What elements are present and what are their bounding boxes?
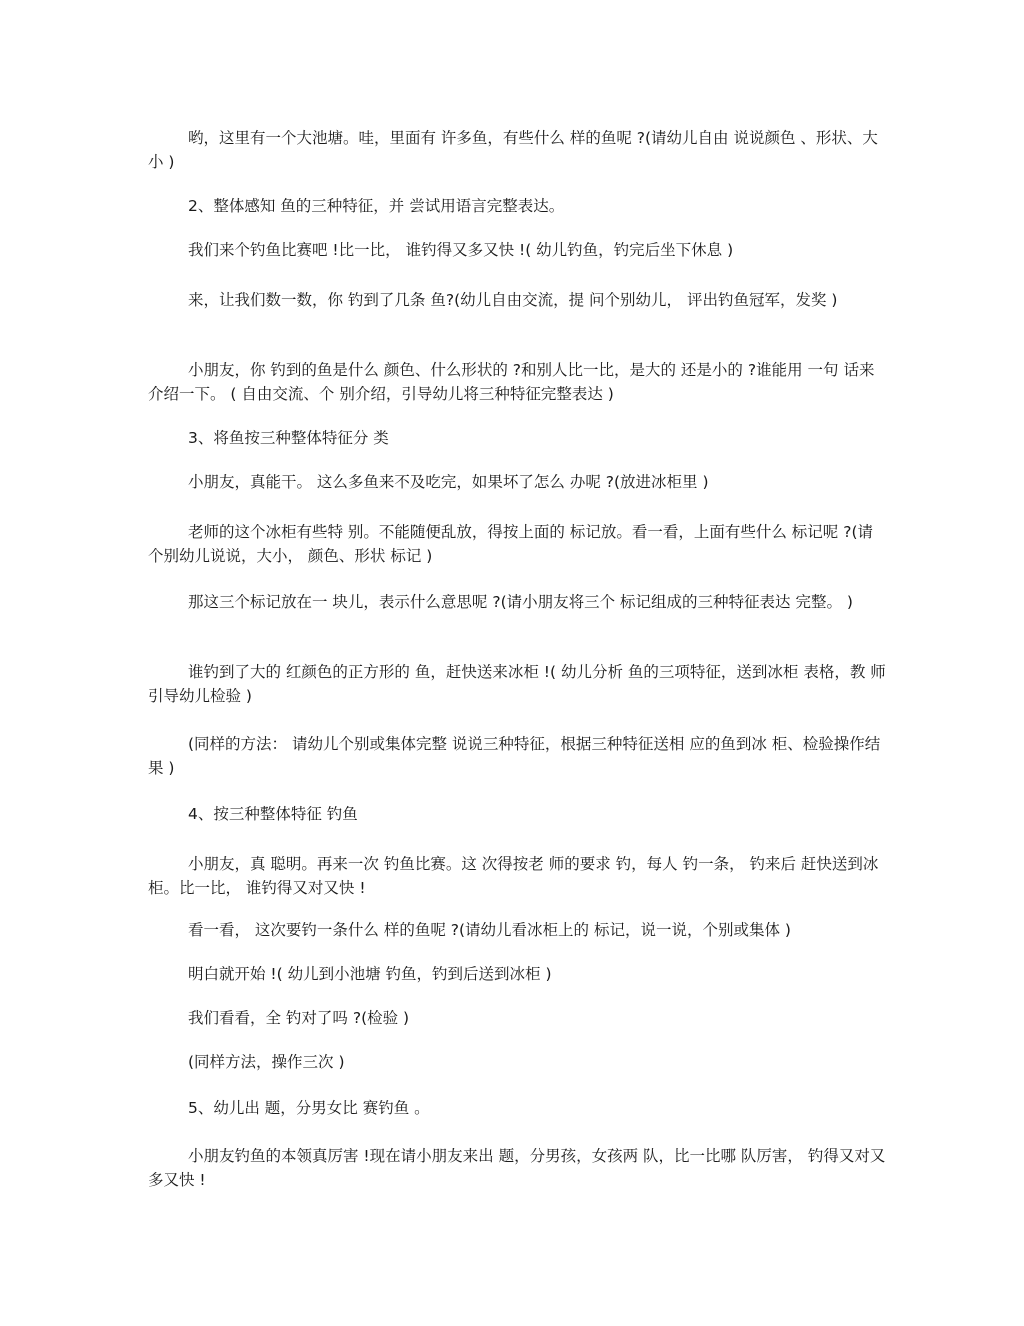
paragraph-red-square-fish: 谁钓到了大的 红颜色的正方形的 鱼，赶快送来冰柜 !( 幼儿分析 鱼的三项特征，送到冰柜 表格，教 师引导幼儿检验 ) — [148, 663, 886, 705]
paragraph-describe-fish: 小朋友，你 钓到的鱼是什么 颜色、什么形状的 ?和别人比一比，是大的 还是小的 ?谁能用 一句 话来介绍一下。 ( 自由交流、个 别介绍，引导幼儿将三种特征完整表达 ) — [148, 361, 875, 403]
paragraph-check: 我们看看，全 钓对了吗 ?(检验 ) — [188, 1009, 410, 1027]
paragraph-count-fish: 来，让我们数一数，你 钓到了几条 鱼?(幼儿自由交流，提 问个别幼儿， 评出钓鱼冠军，发奖 ) — [188, 291, 838, 309]
paragraph-freezer: 小朋友，真能干。 这么多鱼来不及吃完，如果坏了怎么 办呢 ?(放进冰柜里 ) — [188, 473, 709, 491]
paragraph-start-fishing: 明白就开始 !( 幼儿到小池塘 钓鱼，钓到后送到冰柜 ) — [188, 965, 552, 983]
paragraph-same-method: (同样的方法： 请幼儿个别或集体完整 说说三种特征，根据三种特征送相 应的鱼到冰 柜、检验操作结果 ) — [148, 735, 881, 777]
heading-step-3: 3、将鱼按三种整体特征分 类 — [188, 429, 389, 447]
heading-step-5: 5、幼儿出 题，分男女比 赛钓鱼 。 — [188, 1099, 430, 1117]
paragraph-repeat-three: (同样方法，操作三次 ) — [188, 1053, 345, 1071]
paragraph-second-contest: 小朋友，真 聪明。再来一次 钓鱼比赛。这 次得按老 师的要求 钓，每人 钓一条， 钓来后 赶快送到冰柜。比一比， 谁钓得又对又快 ! — [148, 855, 879, 897]
paragraph-fishing-contest: 我们来个钓鱼比赛吧 !比一比， 谁钓得又多又快 !( 幼儿钓鱼，钓完后坐下休息 ) — [188, 241, 734, 259]
heading-step-2: 2、整体感知 鱼的三种特征，并 尝试用语言完整表达。 — [188, 197, 565, 215]
heading-step-4: 4、按三种整体特征 钓鱼 — [188, 805, 358, 823]
paragraph-three-marks: 那这三个标记放在一 块儿，表示什么意思呢 ?(请小朋友将三个 标记组成的三种特征表达 完整。 ) — [188, 593, 853, 611]
paragraph-pond-intro: 哟，这里有一个大池塘。哇，里面有 许多鱼，有些什么 样的鱼呢 ?(请幼儿自由 说说颜色 、形状、大小 ) — [148, 129, 878, 171]
paragraph-teams: 小朋友钓鱼的本领真厉害 !现在请小朋友来出 题，分男孩，女孩两 队，比一比哪 队厉害， 钓得又对又多又快 ! — [148, 1147, 886, 1189]
paragraph-look-marks: 看一看， 这次要钓一条什么 样的鱼呢 ?(请幼儿看冰柜上的 标记，说一说，个别或集体 ) — [188, 921, 791, 939]
paragraph-freezer-marks: 老师的这个冰柜有些特 别。不能随便乱放，得按上面的 标记放。看一看，上面有些什么 标记呢 ?(请个别幼儿说说，大小， 颜色、形状 标记 ) — [148, 523, 873, 565]
